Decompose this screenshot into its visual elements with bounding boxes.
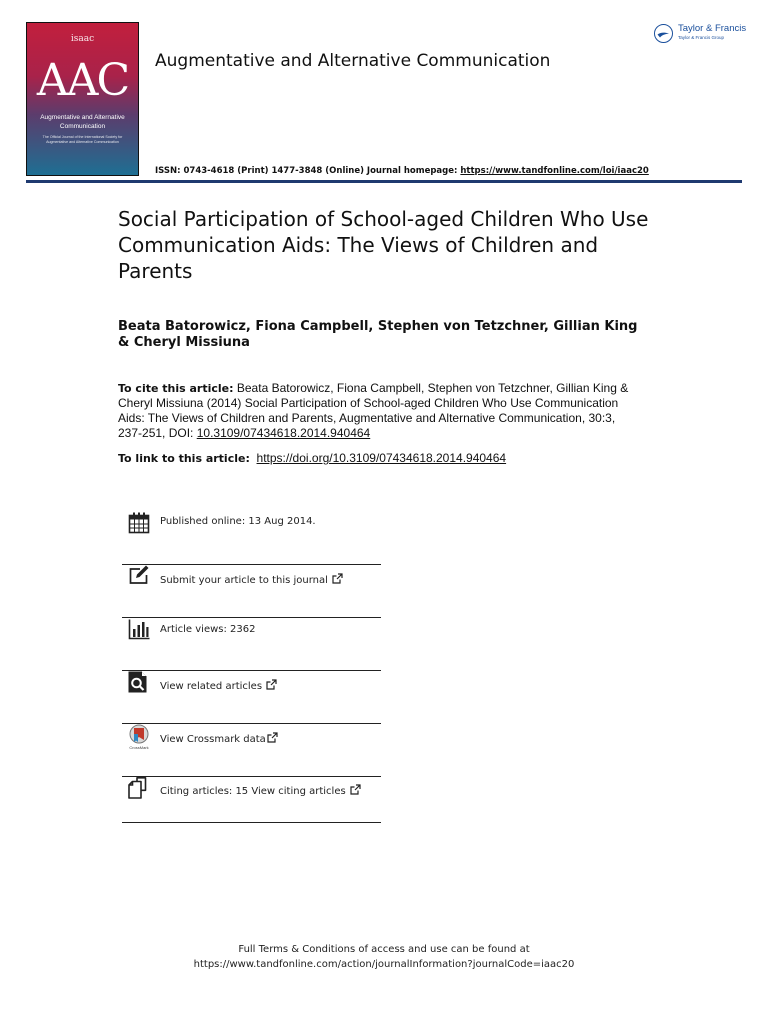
external-link-icon bbox=[266, 679, 277, 690]
cite-label: To cite this article: bbox=[118, 382, 234, 395]
external-link-icon bbox=[350, 784, 361, 795]
citing-articles-row[interactable] bbox=[122, 777, 381, 823]
issn-text: ISSN: 0743-4618 (Print) 1477-3848 (Online) Journal homepage: bbox=[155, 166, 461, 176]
search-document-icon bbox=[128, 671, 150, 693]
external-link-icon bbox=[267, 732, 278, 743]
article-link-block bbox=[118, 451, 638, 465]
article-authors: Beata Batorowicz, Fiona Campbell, Stephen von Tetzchner, Gillian King & Cheryl Missiuna bbox=[118, 319, 638, 350]
cite-doi-link[interactable]: 10.3109/07434618.2014.940464 bbox=[196, 426, 371, 440]
header-divider bbox=[26, 180, 742, 183]
crossmark-label: View Crossmark data bbox=[160, 734, 266, 745]
published-online-text: Published online: 13 Aug 2014. bbox=[160, 516, 316, 527]
footer-terms-text: Full Terms & Conditions of access and use can be found at bbox=[238, 944, 530, 955]
article-title: Social Participation of School-aged Children Who Use Communication Aids: The Views of Children and Parents bbox=[118, 207, 649, 283]
publisher-logo[interactable] bbox=[654, 22, 746, 48]
published-online-row bbox=[122, 512, 381, 565]
related-articles-label: View related articles bbox=[160, 681, 263, 692]
journal-homepage-link[interactable]: https://www.tandfonline.com/loi/iaac20 bbox=[460, 166, 649, 176]
publisher-logo-icon bbox=[654, 24, 673, 43]
citing-articles-icon bbox=[128, 777, 150, 799]
cover-journal-name: Augmentative and Alternative Communication bbox=[40, 114, 125, 130]
article-doi-link[interactable]: https://doi.org/10.3109/07434618.2014.940464 bbox=[256, 451, 507, 465]
submit-article-label: Submit your article to this journal bbox=[160, 575, 328, 586]
related-articles-link[interactable] bbox=[160, 679, 277, 692]
calendar-icon bbox=[128, 512, 150, 534]
journal-title: Augmentative and Alternative Communication bbox=[155, 51, 551, 71]
svg-text:CrossMark: CrossMark bbox=[129, 745, 149, 750]
crossmark-link[interactable] bbox=[160, 732, 278, 745]
footer-terms-url[interactable]: https://www.tandfonline.com/action/journalInformation?journalCode=iaac20 bbox=[193, 959, 575, 970]
edit-icon bbox=[128, 565, 150, 587]
journal-cover-image bbox=[26, 22, 139, 176]
citing-articles-link[interactable] bbox=[160, 784, 361, 797]
cover-society-line: The Official Journal of the International Society for Augmentative and Alternative Communication bbox=[42, 135, 123, 145]
link-label: To link to this article: bbox=[118, 452, 250, 465]
terms-footer bbox=[0, 942, 768, 972]
publisher-group: Taylor & Francis Group bbox=[678, 35, 725, 40]
citing-articles-label: Citing articles: 15 View citing articles bbox=[160, 786, 346, 797]
article-views-text: Article views: 2362 bbox=[160, 624, 256, 635]
crossmark-icon bbox=[126, 724, 152, 750]
related-articles-row[interactable] bbox=[122, 671, 381, 724]
submit-article-link[interactable] bbox=[160, 573, 343, 586]
crossmark-row[interactable] bbox=[122, 724, 381, 777]
external-link-icon bbox=[332, 573, 343, 584]
cover-abbreviation: AAC bbox=[36, 55, 129, 106]
issn-line bbox=[155, 166, 649, 176]
citation-block bbox=[118, 381, 638, 441]
article-views-row bbox=[122, 618, 381, 671]
cover-society-logo: isaac bbox=[70, 34, 95, 44]
cite-text: Beata Batorowicz, Fiona Campbell, Stephen von Tetzchner, Gillian King & Cheryl Missiuna (2014) Social Participation of School-aged Children Who Use Communication Aids: The Views of Children and Parents, Augmentative and Alternative Communication, 30:3, 237-251, DOI: bbox=[118, 381, 629, 440]
bar-chart-icon bbox=[128, 618, 150, 640]
row-divider bbox=[122, 822, 381, 823]
publisher-name: Taylor & Francis bbox=[678, 23, 747, 34]
submit-article-row[interactable] bbox=[122, 565, 381, 618]
